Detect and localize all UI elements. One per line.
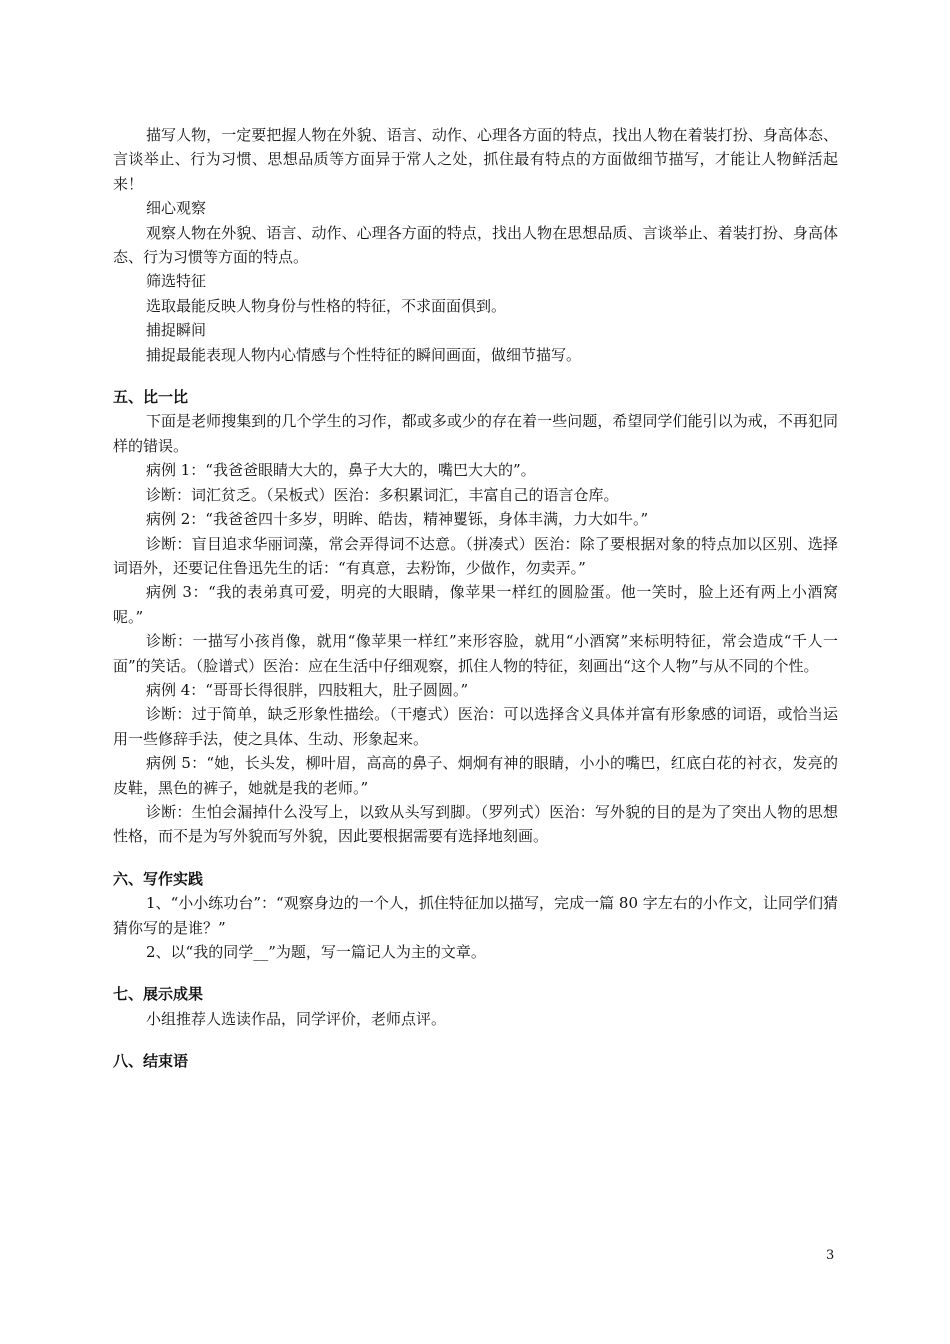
diagnosis-3: 诊断：一描写小孩肖像，就用“像苹果一样红”来形容脸，就用“小酒窝”来标明特征，常会造成“千人一面”的笑话。（脸谱式）医治：应在生活中仔细观察，抓住人物的特征，刻画出“这个人物”与从不同的个性。 [113, 632, 838, 675]
subheading-observe: 细心观察 [146, 199, 207, 218]
diagnosis-2: 诊断：盲目追求华丽词藻，常会弄得词不达意。（拼凑式）医治：除了要根据对象的特点加以区别、选择词语外，还要记住鲁迅先生的话：“有真意，去粉饰，少做作，勿卖弄。” [113, 534, 838, 577]
case-1: 病例 1：“我爸爸眼睛大大的，鼻子大大的，嘴巴大大的”。 [146, 461, 536, 480]
case-5: 病例 5：“她，长头发，柳叶眉，高高的鼻子、炯炯有神的眼睛，小小的嘴巴，红底白花的衬衣，发亮的皮鞋，黑色的裤子，她就是我的老师。” [113, 754, 838, 797]
practice-item-2: 2、以“我的同学__”为题，写一篇记人为主的文章。 [146, 943, 486, 961]
case-4: 病例 4：“哥哥长得很胖，四肢粗大，肚子圆圆。” [146, 680, 469, 699]
practice-item-1: 1、“小小练功台”：“观察身边的一个人，抓住特征加以描写，完成一篇 80 字左右的小作文，让同学们猜猜你写的是谁？” [113, 894, 838, 937]
subheading-select: 筛选特征 [146, 272, 207, 291]
page-number: 3 [826, 1248, 835, 1263]
select-paragraph: 选取最能反映人物身份与性格的特征，不求面面俱到。 [146, 296, 507, 315]
capture-paragraph: 捕捉最能表现人物内心情感与个性特征的瞬间画面，做细节描写。 [146, 345, 582, 364]
section5-paragraph: 下面是老师搜集到的几个学生的习作，都或多或少的存在着一些问题，希望同学们能引以为戒，不再犯同样的错误。 [113, 412, 838, 455]
page-content [113, 123, 838, 1074]
section-heading-6: 六、写作实践 [113, 869, 204, 888]
intro-paragraph: 描写人物，一定要把握人物在外貌、语言、动作、心理各方面的特点，找出人物在着装打扮、身高体态、言谈举止、行为习惯、思想品质等方面异于常人之处，抓住最有特点的方面做细节描写，才能让人物鲜活起来！ [113, 126, 838, 193]
diagnosis-4: 诊断：过于简单，缺乏形象性描绘。（干瘪式）医治：可以选择含义具体并富有形象感的词语，或恰当运用一些修辞手法，使之具体、生动、形象起来。 [113, 705, 838, 748]
diagnosis-5: 诊断：生怕会漏掉什么没写上，以致从头写到脚。（罗列式）医治：写外貌的目的是为了突出人物的思想性格，而不是为写外貌而写外貌，因此要根据需要有选择地刻画。 [113, 802, 838, 846]
diagnosis-1: 诊断：词汇贫乏。（呆板式）医治：多积累词汇，丰富自己的语言仓库。 [146, 485, 619, 504]
section-heading-8: 八、结束语 [113, 1052, 189, 1071]
section7-paragraph: 小组推荐人选读作品，同学评价，老师点评。 [146, 1009, 447, 1028]
subheading-capture: 捕捉瞬间 [146, 321, 207, 340]
case-2: 病例 2：“我爸爸四十多岁，明眸、皓齿，精神矍铄，身体丰满，力大如牛。” [146, 510, 649, 529]
section-heading-7: 七、展示成果 [113, 985, 204, 1004]
section-heading-5: 五、比一比 [113, 388, 189, 407]
case-3: 病例 3：“我的表弟真可爱，明亮的大眼睛，像苹果一样红的圆脸蛋。他一笑时，脸上还有两上小酒窝呢。” [113, 583, 838, 626]
observe-paragraph: 观察人物在外貌、语言、动作、心理各方面的特点，找出人物在思想品质、言谈举止、着装打扮、身高体态、行为习惯等方面的特点。 [113, 223, 838, 267]
